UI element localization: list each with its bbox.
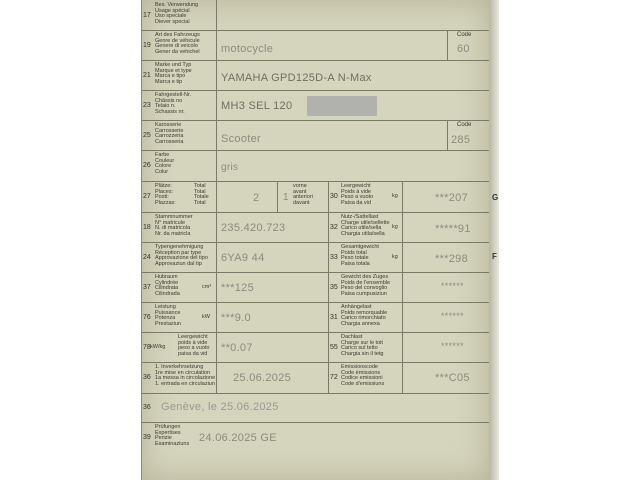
unit-kg: kg — [392, 254, 398, 260]
label-line: Examinaziuns — [155, 440, 190, 447]
label-line: Bes. Verwendung — [155, 2, 199, 8]
label-line: Poids remorquable — [341, 309, 388, 316]
label-line: Schassis nr. — [155, 108, 185, 115]
field-label-vehicle-type — [155, 33, 215, 55]
label-line: N° matricule — [155, 219, 186, 226]
label-line: Diever special — [155, 18, 190, 25]
label-line: Dachlast — [341, 334, 363, 340]
label-line: Gener da vehichel — [155, 48, 200, 55]
field-number: 26 — [143, 162, 151, 169]
seats-total-value: 2 — [253, 192, 260, 204]
type-approval-value: 6YA9 44 — [221, 252, 265, 264]
field-number: 33 — [330, 254, 338, 261]
label-line: Usage spécial — [155, 7, 190, 14]
label-line: Leistung — [155, 304, 176, 310]
label-line: Réception par type — [155, 249, 202, 256]
label-line: Paisa da vid — [341, 199, 371, 206]
seats-front-value: 1 — [283, 192, 289, 203]
label-line: Poids de l'ensemble — [341, 279, 391, 286]
first-registration-value: 25.06.2025 — [233, 372, 292, 384]
label-line: Potenza — [155, 315, 176, 322]
field-number: 55 — [330, 344, 338, 351]
seats-front-label — [293, 184, 313, 206]
field-number: 36 — [143, 404, 151, 411]
field-label-special-use — [155, 3, 215, 25]
label-line: Karosserie — [155, 122, 182, 128]
vehicle-type-value: motocycle — [221, 43, 274, 55]
body-code: 285 — [451, 134, 471, 146]
label-line: vorne — [293, 183, 307, 189]
label-line: Perizie — [155, 435, 172, 442]
label-line: Prestaziun — [155, 320, 181, 327]
label-line: Stammnummer — [155, 214, 193, 220]
label-line: Marca e tip — [155, 78, 183, 85]
field-number: 25 — [143, 132, 151, 139]
row-first-registration-emissions — [141, 362, 489, 394]
label-line: Approvazione del tipo — [155, 255, 208, 262]
label-line: Prüfungen — [155, 424, 181, 430]
field-label-first-registration — [155, 365, 215, 387]
field-label-make-model — [155, 63, 215, 85]
field-label-emissions — [341, 365, 384, 387]
total-weight-value: ***298 — [435, 253, 468, 265]
label-line: anteriori — [293, 194, 313, 201]
label-line: Typengenehmigung — [155, 244, 204, 250]
label-line: Colur — [155, 168, 169, 175]
vehicle-type-code: 60 — [457, 43, 470, 55]
field-number: 24 — [143, 254, 151, 261]
unit-kw-kg: kW/kg — [150, 344, 166, 350]
label-line: Approvaziun dal tip — [155, 260, 202, 267]
field-number: 31 — [330, 314, 338, 321]
unit-cm3: cm³ — [202, 284, 212, 290]
field-label-power-ratio — [178, 335, 210, 357]
matricule-value: 235.420.723 — [221, 222, 286, 234]
label-line: Carico rimorchiato — [341, 315, 386, 322]
label-line: Plazzas: — [155, 199, 176, 206]
label-line: Farbe — [155, 152, 170, 158]
field-number: 19 — [143, 42, 151, 49]
field-number: 21 — [143, 72, 151, 79]
seats-total-label — [194, 184, 209, 206]
payload-value: *****91 — [435, 223, 471, 235]
field-label-type-approval — [155, 245, 215, 267]
label-line: Genere di veicolo — [155, 43, 198, 50]
label-line: Chargia sin il tetg — [341, 350, 384, 357]
label-line: Poids à vide — [341, 188, 371, 195]
label-line: Genre de véhicule — [155, 37, 200, 44]
row-matricule-payload — [141, 212, 489, 243]
label-line: Chargia utila/sella — [341, 230, 385, 237]
label-line: Paisa cumpusiziun — [341, 290, 387, 297]
field-number: 23 — [143, 102, 151, 109]
field-label-roof-load — [341, 335, 384, 357]
code-label: Code — [457, 122, 472, 128]
label-line: Leergewicht — [178, 334, 208, 340]
label-line: Puissance — [155, 309, 181, 316]
unit-kw: kW — [202, 314, 210, 320]
label-line: Carrozzeria — [155, 133, 184, 140]
row-make-model — [141, 60, 489, 91]
field-number: 17 — [143, 12, 151, 19]
label-line: 1. entrada en circulaziun — [155, 380, 215, 387]
chassis-number-value: MH3 SEL 120 — [221, 100, 293, 112]
row-issue-place-date — [141, 393, 489, 423]
inspection-value: 24.06.2025 GE — [199, 432, 277, 444]
label-line: Code émissions — [341, 369, 381, 376]
label-line: 1a messa in circolazione — [155, 375, 216, 382]
field-number: 76 — [143, 314, 151, 321]
field-number: 39 — [143, 434, 151, 441]
page-edge-shadow — [489, 0, 499, 480]
label-line: Paisa totala — [341, 260, 370, 267]
row-chassis-number — [141, 90, 489, 121]
body-value: Scooter — [221, 133, 262, 145]
field-label-empty-weight — [341, 184, 373, 206]
label-line: paisa da vid — [178, 350, 208, 357]
label-line: Peso a vuoto — [341, 194, 374, 201]
label-line: Emissionscode — [341, 364, 378, 370]
label-line: Carico utile/sella — [341, 225, 382, 232]
power-value: ***9.0 — [221, 312, 251, 324]
towing-value: ****** — [441, 311, 464, 321]
label-line: Posti: — [155, 194, 169, 201]
label-line: Carrosserie — [155, 127, 184, 134]
field-number: 30 — [330, 193, 338, 200]
make-model-value: YAMAHA GPD125D-A N-Max — [221, 72, 372, 84]
row-vehicle-type — [141, 30, 489, 61]
row-power-ratio-roof-load — [141, 332, 489, 363]
label-line: Total — [194, 188, 206, 195]
train-weight-value: ****** — [441, 281, 464, 291]
label-line: Cylindrée — [155, 279, 179, 286]
field-label-body — [155, 123, 215, 145]
label-line: Carico sul tetto — [341, 345, 378, 352]
field-label-towing — [341, 305, 387, 327]
label-line: Carrosseria — [155, 138, 184, 145]
field-number: 18 — [143, 224, 151, 231]
unit-kg: kg — [392, 193, 398, 199]
label-line: Telaio n. — [155, 103, 176, 110]
row-color — [141, 150, 489, 182]
unit-kg: kg — [392, 224, 398, 230]
power-ratio-value: **0.07 — [221, 342, 253, 354]
roof-load-value: ****** — [441, 341, 464, 351]
row-special-use — [141, 0, 489, 31]
field-number: 35 — [330, 284, 338, 291]
field-number: 36 — [143, 374, 151, 381]
empty-weight-value: ***207 — [435, 192, 468, 204]
field-label-matricule — [155, 215, 215, 237]
label-line: Code d'emissiuns — [341, 380, 385, 387]
field-number: 78 — [143, 344, 151, 351]
label-line: Colore — [155, 163, 172, 170]
label-line: Total — [194, 183, 206, 189]
field-label-payload — [341, 215, 390, 237]
label-line: davant — [293, 199, 310, 206]
label-line: Expertises — [155, 429, 181, 436]
label-line: Charge utile/sellette — [341, 219, 390, 226]
displacement-value: ***125 — [221, 282, 254, 294]
label-line: Uso speciale — [155, 13, 187, 20]
label-line: Cilindrata — [155, 285, 179, 292]
field-label-color — [155, 153, 215, 175]
label-line: Hubraum — [155, 274, 178, 280]
field-label-train-weight — [341, 275, 390, 297]
field-label-chassis — [155, 93, 215, 115]
label-line: Nutz-/Sattellast — [341, 214, 379, 220]
label-line: Cilindrada — [155, 290, 180, 297]
label-line: Châssis no — [155, 97, 183, 104]
label-line: Poids total — [341, 249, 367, 256]
row-displacement-train-weight — [141, 272, 489, 303]
field-number: 37 — [143, 284, 151, 291]
label-line: Gewicht des Zuges — [341, 274, 389, 280]
label-line: Couleur — [155, 157, 175, 164]
field-number: 32 — [330, 224, 338, 231]
color-value: gris — [221, 162, 239, 173]
label-line: 1. Inverkehrsetzung — [155, 364, 204, 370]
label-line: Leergewicht — [341, 183, 371, 189]
row-seats-empty-weight — [141, 181, 489, 213]
row-inspections — [141, 422, 489, 480]
label-line: Marque et type — [155, 67, 192, 74]
row-type-approval-total-weight — [141, 242, 489, 273]
label-line: peso a vuoto — [178, 345, 210, 352]
label-line: Art des Fahrzeugs — [155, 32, 200, 38]
label-line: Codice emissioni — [341, 375, 383, 382]
label-line: N. di matricola — [155, 225, 191, 232]
label-line: Fahrgestell-Nr. — [155, 92, 192, 98]
edge-letter: F — [492, 252, 497, 261]
vehicle-registration-document — [141, 0, 489, 480]
field-label-seats — [155, 184, 181, 206]
label-line: Totale — [194, 194, 209, 201]
label-line: poids à vide — [178, 339, 208, 346]
label-line: 1re mise en circulation — [155, 369, 211, 376]
redaction-block — [307, 96, 377, 116]
label-line: Places: — [155, 188, 174, 195]
label-line: Marca e tipo — [155, 73, 186, 80]
code-label: Code — [457, 32, 472, 38]
field-label-total-weight — [341, 245, 379, 267]
label-line: Nr. da matricla — [155, 230, 191, 237]
row-body — [141, 120, 489, 151]
issue-place-date-value: Genève, le 25.06.2025 — [161, 401, 279, 413]
field-number: 72 — [330, 374, 338, 381]
label-line: Anhängelast — [341, 304, 372, 310]
label-line: Gesamtgewicht — [341, 244, 379, 250]
label-line: Peso totale — [341, 255, 369, 262]
label-line: Chargia annexa — [341, 320, 380, 327]
label-line: Peso del convoglio — [341, 285, 388, 292]
field-number: 27 — [143, 193, 151, 200]
row-power-towing — [141, 302, 489, 333]
label-line: avant — [293, 188, 307, 195]
emissions-code-value: ***C05 — [435, 372, 470, 384]
label-line: Charge sur le toit — [341, 339, 383, 346]
edge-letter: G — [492, 193, 499, 202]
label-line: Plätze: — [155, 183, 172, 189]
label-line: Total — [194, 199, 206, 206]
label-line: Marke und Typ — [155, 62, 192, 68]
